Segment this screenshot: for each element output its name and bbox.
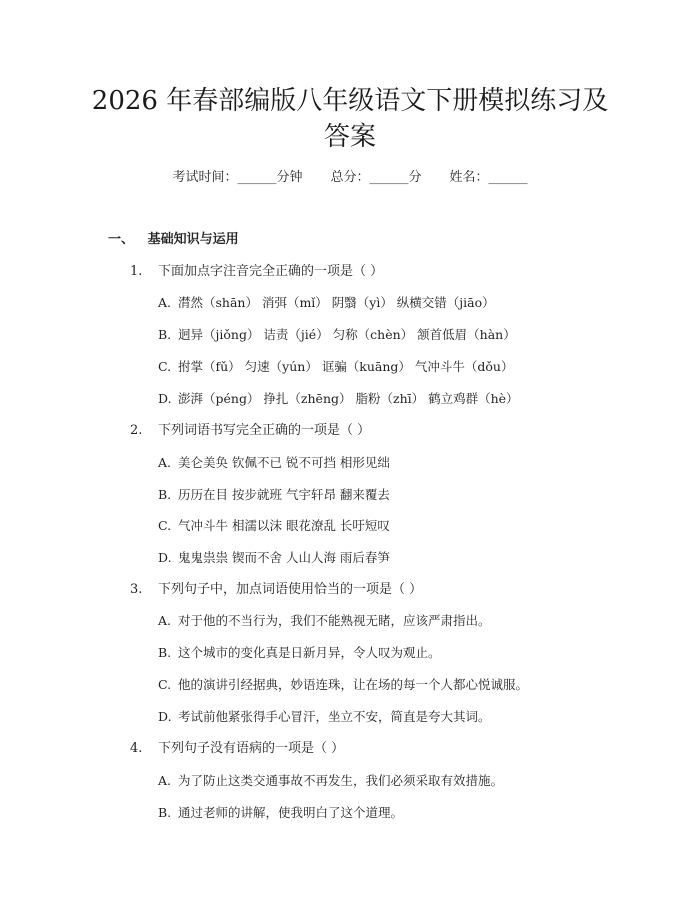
question-2-option-c bbox=[158, 516, 390, 536]
option-letter: B. bbox=[158, 327, 172, 342]
question-3-option-d bbox=[158, 707, 491, 727]
question-1 bbox=[130, 262, 383, 282]
option-text: 拊掌（fǔ） 匀速（yún） 诓骗（kuāng） 气冲斗牛（dǒu） bbox=[178, 359, 514, 374]
question-4 bbox=[130, 739, 344, 759]
option-letter: B. bbox=[158, 805, 172, 820]
option-text: 气冲斗牛 相濡以沫 眼花潦乱 长吁短叹 bbox=[178, 518, 390, 533]
question-1-option-b bbox=[158, 325, 516, 345]
option-text: 鬼鬼祟祟 锲而不舍 人山人海 雨后春笋 bbox=[178, 550, 390, 565]
section-heading bbox=[108, 230, 239, 250]
option-letter: C. bbox=[158, 518, 172, 533]
question-3-option-b bbox=[158, 643, 441, 663]
question-3-option-a bbox=[158, 611, 491, 631]
option-letter: C. bbox=[158, 359, 172, 374]
option-letter: D. bbox=[158, 709, 172, 724]
question-1-option-d bbox=[158, 389, 519, 409]
question-1-option-c bbox=[158, 357, 513, 377]
section-title: 基础知识与运用 bbox=[147, 232, 239, 247]
question-4-option-b bbox=[158, 803, 403, 823]
student-name-field: 姓名：______ bbox=[449, 170, 528, 185]
question-text: 下列句子没有语病的一项是（ ） bbox=[158, 741, 345, 756]
option-text: 通过老师的讲解，使我明白了这个道理。 bbox=[178, 805, 404, 820]
question-number: 3. bbox=[130, 582, 143, 597]
question-number: 1. bbox=[130, 264, 143, 279]
option-text: 历历在目 按步就班 气宇轩昂 翻来覆去 bbox=[178, 487, 390, 502]
question-text: 下列句子中，加点词语使用恰当的一项是（ ） bbox=[158, 582, 423, 597]
document-title-line-1: 2026 年春部编版八年级语文下册模拟练习及 bbox=[91, 86, 609, 116]
question-3 bbox=[130, 580, 422, 600]
option-letter: D. bbox=[158, 550, 172, 565]
option-letter: A. bbox=[158, 773, 172, 788]
option-text: 这个城市的变化真是日新月异，令人叹为观止。 bbox=[178, 645, 441, 660]
option-letter: A. bbox=[158, 295, 172, 310]
question-2 bbox=[130, 421, 370, 441]
option-letter: B. bbox=[158, 487, 172, 502]
option-letter: B. bbox=[158, 645, 172, 660]
exam-info bbox=[0, 168, 700, 188]
option-text: 对于他的不当行为，我们不能熟视无睹，应该严肃指出。 bbox=[178, 613, 491, 628]
option-letter: A. bbox=[158, 613, 172, 628]
option-text: 美仑美奂 钦佩不已 锐不可挡 相形见绌 bbox=[178, 455, 390, 470]
option-text: 迥异（jiǒng） 诘责（jié） 匀称（chèn） 颔首低眉（hàn） bbox=[178, 327, 516, 342]
question-text: 下列词语书写完全正确的一项是（ ） bbox=[158, 423, 371, 438]
question-2-option-a bbox=[158, 453, 390, 473]
exam-time-field: 考试时间：______分钟 bbox=[172, 170, 303, 185]
question-4-option-a bbox=[158, 771, 503, 791]
option-text: 为了防止这类交通事故不再发生，我们必须采取有效措施。 bbox=[178, 773, 504, 788]
question-3-option-c bbox=[158, 675, 528, 695]
option-letter: A. bbox=[158, 455, 172, 470]
question-2-option-d bbox=[158, 548, 390, 568]
option-text: 考试前他紧张得手心冒汗，坐立不安，简直是夸大其词。 bbox=[178, 709, 491, 724]
question-number: 4. bbox=[130, 741, 143, 756]
document-title-line-2: 答案 bbox=[323, 122, 376, 152]
option-letter: D. bbox=[158, 391, 172, 406]
question-1-option-a bbox=[158, 293, 495, 313]
option-letter: C. bbox=[158, 677, 172, 692]
question-2-option-b bbox=[158, 485, 390, 505]
question-text: 下面加点字注音完全正确的一项是（ ） bbox=[158, 264, 384, 279]
option-text: 潸然（shān） 消弭（mǐ） 阴翳（yì） 纵横交错（jiāo） bbox=[178, 295, 495, 310]
total-score-field: 总分：______分 bbox=[330, 170, 422, 185]
section-number: 一、 bbox=[108, 232, 135, 247]
option-text: 他的演讲引经据典，妙语连珠，让在场的每一个人都心悦诚服。 bbox=[178, 677, 529, 692]
option-text: 澎湃（péng） 挣扎（zhēng） 脂粉（zhī） 鹤立鸡群（hè） bbox=[178, 391, 519, 406]
question-number: 2. bbox=[130, 423, 143, 438]
